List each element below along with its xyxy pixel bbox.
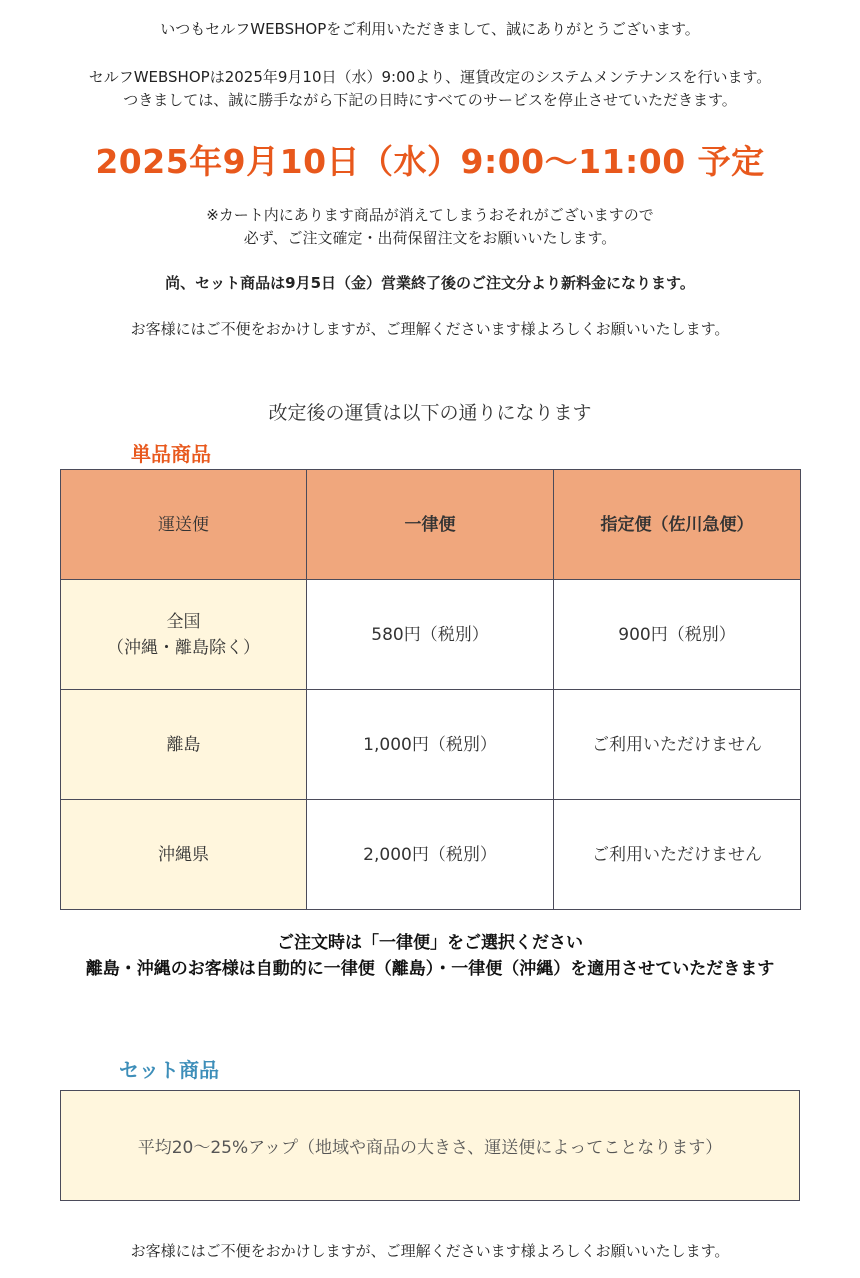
table-header-row	[61, 470, 801, 580]
maintenance-line-1: セルフWEBSHOPは2025年9月10日（水）9:00より、運賃改定のシステムメンテナンスを行います。	[88, 68, 772, 86]
cart-warning-line-2: 必ず、ご注文確定・出荷保留注文をお願いいたします。	[243, 229, 617, 247]
closing-apology: お客様にはご不便をおかけしますが、ご理解くださいます様よろしくお願いいたします。	[130, 1242, 730, 1260]
rates-intro: 改定後の運賃は以下の通りになります	[268, 402, 592, 424]
maintenance-schedule-headline: 2025年9月10日（水）9:00〜11:00 予定	[95, 142, 765, 181]
shipping-fee-table	[60, 469, 801, 910]
flat-rate-cell: 2,000円（税別）	[307, 800, 554, 910]
region-cell	[61, 580, 307, 690]
table-row	[61, 800, 801, 910]
greeting-text: いつもセルフWEBSHOPをご利用いただきまして、誠にありがとうございます。	[160, 20, 700, 38]
table-row	[61, 580, 801, 690]
designated-cell: ご利用いただけません	[554, 800, 801, 910]
cart-warning	[0, 204, 860, 250]
set-product-notice: 尚、セット商品は9月5日（金）営業終了後のご注文分より新料金になります。	[165, 274, 695, 292]
order-instruction	[0, 930, 860, 982]
region-cell: 沖縄県	[61, 800, 307, 910]
maintenance-line-2: つきましては、誠に勝手ながら下記の日時にすべてのサービスを停止させていただきます。	[123, 91, 737, 109]
header-flat-rate: 一律便	[307, 470, 554, 580]
region-cell: 離島	[61, 690, 307, 800]
order-instruction-line-1: ご注文時は「一律便」をご選択ください	[277, 933, 583, 953]
region-note: （沖縄・離島除く）	[107, 637, 260, 658]
apology-text: お客様にはご不便をおかけしますが、ご理解くださいます様よろしくお願いいたします。	[130, 320, 730, 338]
maintenance-notice	[0, 66, 860, 112]
region-name: 全国	[166, 611, 201, 632]
designated-cell: 900円（税別）	[554, 580, 801, 690]
order-instruction-line-2: 離島・沖縄のお客様は自動的に一律便（離島）・一律便（沖縄）を適用させていただきます	[85, 959, 775, 979]
designated-cell: ご利用いただけません	[554, 690, 801, 800]
cart-warning-line-1: ※カート内にあります商品が消えてしまうおそれがございますので	[206, 206, 654, 224]
header-designated: 指定便（佐川急便）	[554, 470, 801, 580]
table-row	[61, 690, 801, 800]
flat-rate-cell: 580円（税別）	[307, 580, 554, 690]
set-product-rate-box	[60, 1090, 800, 1201]
single-product-label: 単品商品	[131, 442, 211, 466]
set-product-rate-text: 平均20〜25%アップ（地域や商品の大きさ、運送便によってことなります）	[137, 1138, 723, 1158]
flat-rate-cell: 1,000円（税別）	[307, 690, 554, 800]
header-carrier: 運送便	[61, 470, 307, 580]
set-product-label: セット商品	[119, 1058, 219, 1082]
